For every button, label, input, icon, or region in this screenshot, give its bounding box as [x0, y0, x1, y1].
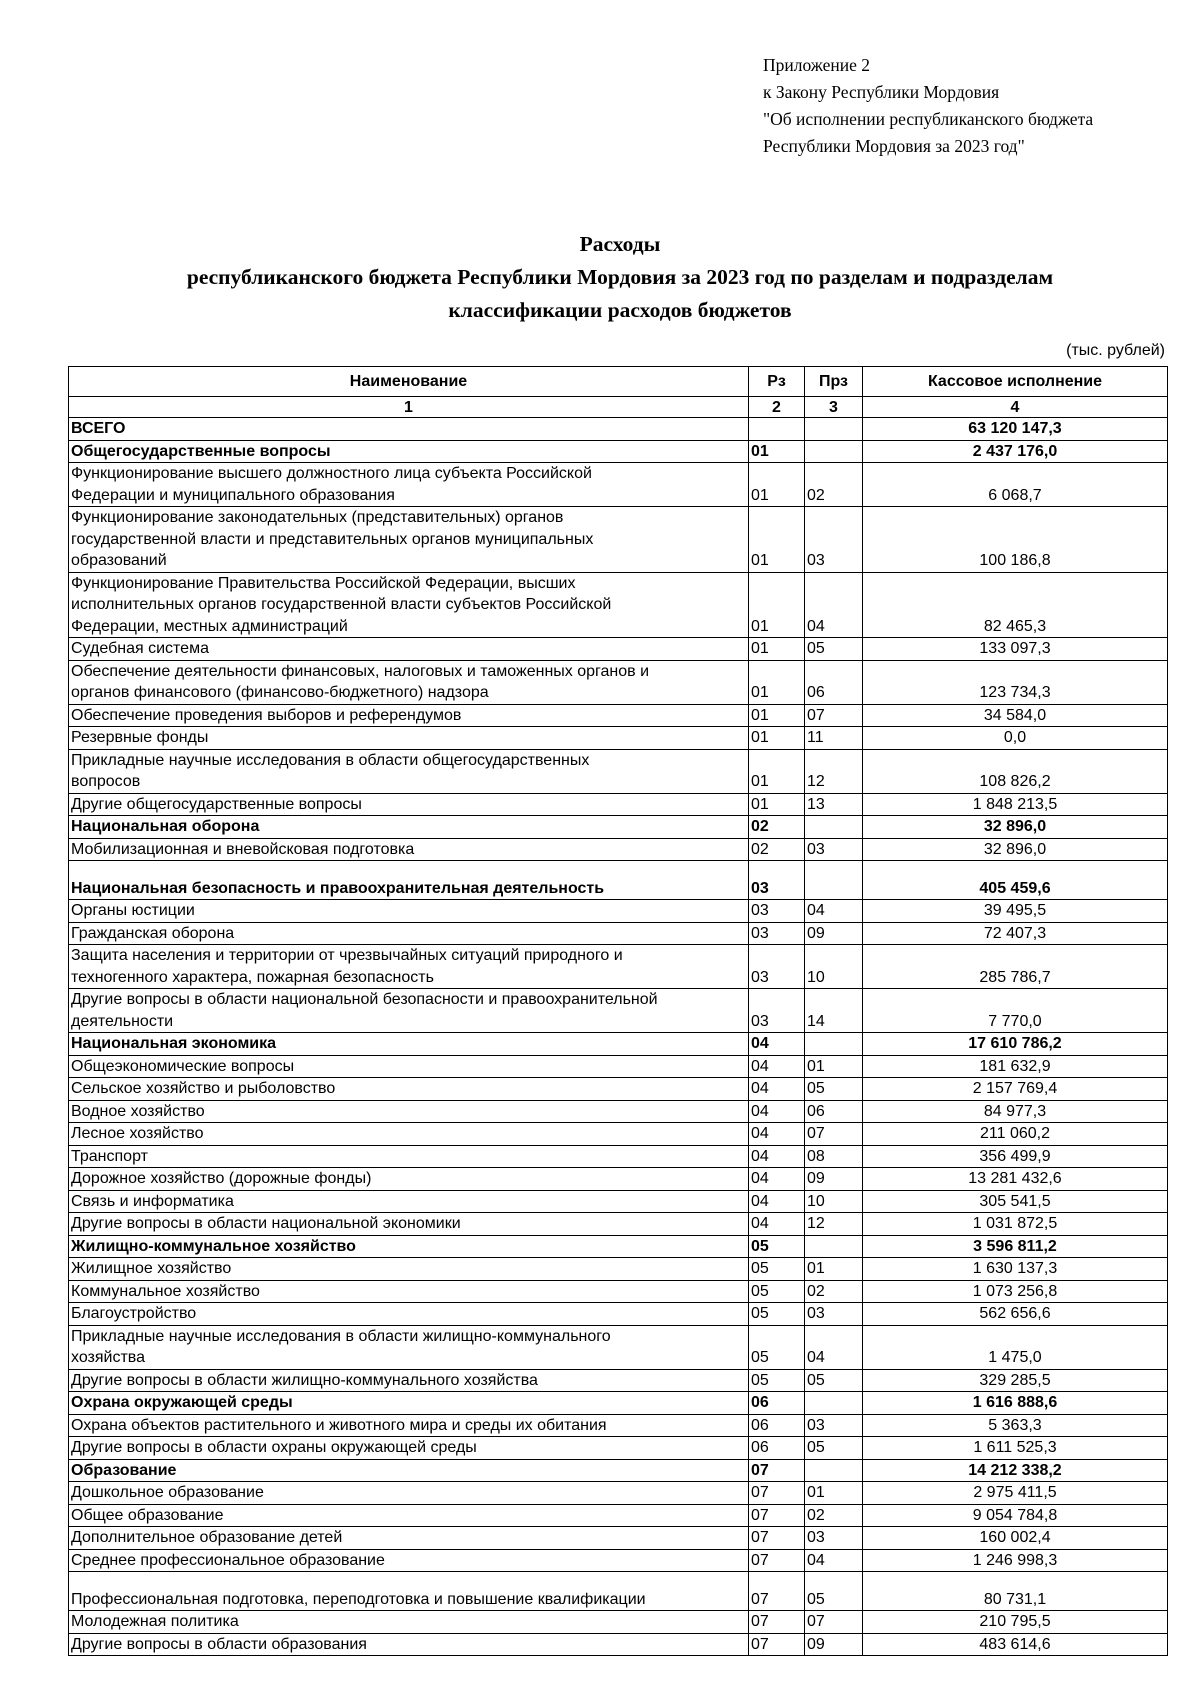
- row-prz: [805, 816, 863, 839]
- title-line: Расходы: [579, 232, 661, 256]
- row-name: [69, 1611, 749, 1634]
- appendix-line: к Закону Республики Мордовия: [763, 82, 1000, 102]
- row-name: [69, 1258, 749, 1281]
- row-value: 483 614,6: [863, 1633, 1168, 1656]
- table-row: [69, 1414, 1168, 1437]
- row-rz: 02: [749, 838, 805, 861]
- row-prz: 05: [805, 1572, 863, 1611]
- row-name-line: Обеспечение деятельности финансовых, налоговых и таможенных органов и: [71, 662, 650, 680]
- row-name-line: ВСЕГО: [71, 420, 126, 437]
- table-row: [69, 1572, 1168, 1611]
- row-name-line: Защита населения и территории от чрезвычайных ситуаций природного и: [71, 947, 623, 964]
- row-name: [69, 816, 749, 839]
- table-header-row: [69, 367, 1168, 397]
- row-name-line: Дошкольное образование: [71, 1484, 264, 1501]
- row-prz: 01: [805, 1055, 863, 1078]
- row-rz: 07: [749, 1482, 805, 1505]
- row-name: [69, 1572, 749, 1611]
- row-name-line: Благоустройство: [71, 1305, 197, 1322]
- row-name: [69, 1190, 749, 1213]
- table-row: [69, 572, 1168, 638]
- row-name-line: Гражданская оборона: [71, 924, 235, 942]
- table-row: [69, 1190, 1168, 1213]
- row-name-line: Среднее профессиональное образование: [71, 1551, 385, 1569]
- row-value: 34 584,0: [863, 704, 1168, 727]
- row-name-line: Другие вопросы в области национальной экономики: [71, 1215, 461, 1232]
- row-name: [69, 1168, 749, 1191]
- row-prz: 02: [805, 463, 863, 507]
- row-value: 1 031 872,5: [863, 1213, 1168, 1236]
- row-name-line: Охрана объектов растительного и животного мира и среды их обитания: [71, 1416, 607, 1434]
- row-rz: 07: [749, 1633, 805, 1656]
- row-rz: 03: [749, 945, 805, 989]
- row-prz: [805, 1459, 863, 1482]
- row-value: 32 896,0: [863, 838, 1168, 861]
- row-rz: 04: [749, 1145, 805, 1168]
- row-name-line: техногенного характера, пожарная безопасность: [71, 968, 434, 986]
- row-rz: 07: [749, 1572, 805, 1611]
- row-rz: 01: [749, 507, 805, 573]
- row-name-line: Жилищное хозяйство: [71, 1260, 232, 1277]
- row-name-line: Прикладные научные исследования в области жилищно-коммунального: [71, 1327, 611, 1345]
- header-name: Наименование: [69, 367, 749, 397]
- row-name-line: Коммунальное хозяйство: [71, 1282, 260, 1300]
- table-row: [69, 1168, 1168, 1191]
- appendix-line: Приложение 2: [763, 55, 871, 75]
- row-name-line: Национальная оборона: [71, 818, 260, 835]
- row-name-line: Резервные фонды: [71, 729, 209, 746]
- row-value: 1 616 888,6: [863, 1392, 1168, 1415]
- row-rz: 01: [749, 727, 805, 750]
- row-value: 72 407,3: [863, 922, 1168, 945]
- row-prz: [805, 1033, 863, 1056]
- row-rz: 01: [749, 660, 805, 704]
- table-row: [69, 1527, 1168, 1550]
- units-label: (тыс. рублей): [1066, 342, 1165, 359]
- table-row: [69, 1369, 1168, 1392]
- table-row: [69, 1611, 1168, 1634]
- row-value: 0,0: [863, 727, 1168, 750]
- row-prz: 01: [805, 1258, 863, 1281]
- table-row: [69, 704, 1168, 727]
- row-name: [69, 1123, 749, 1146]
- row-rz: 04: [749, 1100, 805, 1123]
- row-name-line: Обеспечение проведения выборов и референдумов: [71, 706, 462, 724]
- row-rz: 01: [749, 440, 805, 463]
- row-name-line: Другие вопросы в области охраны окружающей среды: [71, 1439, 477, 1456]
- row-value: 82 465,3: [863, 572, 1168, 638]
- header-rz: Рз: [749, 367, 805, 397]
- row-value: 6 068,7: [863, 463, 1168, 507]
- row-rz: 07: [749, 1459, 805, 1482]
- table-row: [69, 440, 1168, 463]
- row-name: [69, 572, 749, 638]
- row-prz: 03: [805, 838, 863, 861]
- expenditure-table: [68, 366, 1168, 1656]
- row-prz: 08: [805, 1145, 863, 1168]
- row-value: 2 975 411,5: [863, 1482, 1168, 1505]
- row-name: [69, 1100, 749, 1123]
- row-name-line: Федерации и муниципального образования: [71, 486, 395, 504]
- row-prz: 04: [805, 900, 863, 923]
- row-name-line: Общее образование: [71, 1506, 224, 1524]
- row-name-line: Образование: [71, 1461, 177, 1479]
- row-name-line: органов финансового (финансово-бюджетного) надзора: [71, 684, 489, 701]
- table-row: [69, 1325, 1168, 1369]
- row-name-line: Национальная экономика: [71, 1035, 277, 1052]
- row-value: 14 212 338,2: [863, 1459, 1168, 1482]
- table-row: [69, 418, 1168, 441]
- row-name: [69, 749, 749, 793]
- row-rz: 04: [749, 1123, 805, 1146]
- row-name: [69, 945, 749, 989]
- row-name-line: Сельское хозяйство и рыболовство: [71, 1080, 336, 1097]
- row-name-line: Другие вопросы в области жилищно-коммунального хозяйства: [71, 1371, 538, 1389]
- row-value: 356 499,9: [863, 1145, 1168, 1168]
- row-name: [69, 793, 749, 816]
- row-prz: 02: [805, 1504, 863, 1527]
- row-name-line: Органы юстиции: [71, 902, 195, 919]
- row-name: [69, 1145, 749, 1168]
- row-value: 211 060,2: [863, 1123, 1168, 1146]
- row-name: [69, 1504, 749, 1527]
- row-value: 160 002,4: [863, 1527, 1168, 1550]
- row-prz: 03: [805, 1414, 863, 1437]
- row-value: 123 734,3: [863, 660, 1168, 704]
- row-rz: 04: [749, 1055, 805, 1078]
- row-name: [69, 1549, 749, 1572]
- row-value: 2 157 769,4: [863, 1078, 1168, 1101]
- row-name: [69, 1213, 749, 1236]
- row-name: [69, 1055, 749, 1078]
- row-name-line: Другие вопросы в области образования: [71, 1635, 367, 1653]
- header-prz: Прз: [805, 367, 863, 397]
- row-rz: [749, 418, 805, 441]
- row-rz: 05: [749, 1369, 805, 1392]
- table-row: [69, 638, 1168, 661]
- title-line: республиканского бюджета Республики Мордовия за 2023 год по разделам и подразделам: [186, 265, 1054, 289]
- table-row: [69, 838, 1168, 861]
- row-name-line: Национальная безопасность и правоохранительная деятельность: [71, 879, 605, 897]
- row-name: [69, 1235, 749, 1258]
- row-name-line: Функционирование законодательных (представительных) органов: [71, 509, 564, 526]
- table-row: [69, 1033, 1168, 1056]
- row-name-line: деятельности: [71, 1012, 174, 1030]
- row-value: 305 541,5: [863, 1190, 1168, 1213]
- row-rz: 03: [749, 989, 805, 1033]
- row-name-line: Другие общегосударственные вопросы: [71, 795, 362, 813]
- row-name-line: Мобилизационная и вневойсковая подготовка: [71, 840, 415, 858]
- row-name: [69, 1482, 749, 1505]
- row-rz: 07: [749, 1504, 805, 1527]
- row-prz: 05: [805, 638, 863, 661]
- row-rz: 06: [749, 1437, 805, 1460]
- column-number: 3: [805, 397, 863, 418]
- row-prz: 09: [805, 1168, 863, 1191]
- row-rz: 05: [749, 1235, 805, 1258]
- table-row: [69, 1100, 1168, 1123]
- row-rz: 03: [749, 922, 805, 945]
- table-body: [69, 418, 1168, 1656]
- table-row: [69, 1055, 1168, 1078]
- row-name: [69, 1459, 749, 1482]
- row-value: 3 596 811,2: [863, 1235, 1168, 1258]
- table-row: [69, 1633, 1168, 1656]
- row-rz: 01: [749, 704, 805, 727]
- row-prz: 07: [805, 1611, 863, 1634]
- row-name: [69, 1078, 749, 1101]
- row-prz: 04: [805, 1549, 863, 1572]
- row-prz: [805, 1392, 863, 1415]
- row-name: [69, 1527, 749, 1550]
- table-row: [69, 1078, 1168, 1101]
- row-value: 329 285,5: [863, 1369, 1168, 1392]
- table-row: [69, 1280, 1168, 1303]
- row-rz: 07: [749, 1549, 805, 1572]
- row-name-line: Дорожное хозяйство (дорожные фонды): [71, 1170, 372, 1187]
- row-rz: 04: [749, 1078, 805, 1101]
- row-value: 1 630 137,3: [863, 1258, 1168, 1281]
- appendix-line: "Об исполнении республиканского бюджета: [763, 109, 1094, 129]
- document-title: [0, 228, 1200, 327]
- row-name-line: Водное хозяйство: [71, 1102, 205, 1120]
- row-rz: 04: [749, 1033, 805, 1056]
- row-name-line: хозяйства: [71, 1349, 146, 1366]
- row-prz: 09: [805, 1633, 863, 1656]
- table-row: [69, 793, 1168, 816]
- row-name: [69, 660, 749, 704]
- row-value: 7 770,0: [863, 989, 1168, 1033]
- row-name: [69, 638, 749, 661]
- row-rz: 06: [749, 1414, 805, 1437]
- table-row: [69, 727, 1168, 750]
- row-rz: 04: [749, 1213, 805, 1236]
- row-prz: 11: [805, 727, 863, 750]
- table-row: [69, 1213, 1168, 1236]
- row-value: 1 848 213,5: [863, 793, 1168, 816]
- row-prz: 09: [805, 922, 863, 945]
- row-value: 562 656,6: [863, 1303, 1168, 1326]
- row-prz: 03: [805, 1303, 863, 1326]
- row-name-line: Функционирование Правительства Российской Федерации, высших: [71, 574, 576, 592]
- row-rz: 07: [749, 1611, 805, 1634]
- row-value: 1 246 998,3: [863, 1549, 1168, 1572]
- table-row: [69, 1549, 1168, 1572]
- row-prz: 10: [805, 945, 863, 989]
- row-name: [69, 1303, 749, 1326]
- row-name-line: Федерации, местных администраций: [71, 617, 348, 635]
- row-value: 210 795,5: [863, 1611, 1168, 1634]
- row-name: [69, 507, 749, 573]
- row-name-line: исполнительных органов государственной власти субъектов Российской: [71, 596, 612, 613]
- row-prz: [805, 1235, 863, 1258]
- row-name-line: Транспорт: [71, 1147, 148, 1165]
- row-name: [69, 922, 749, 945]
- row-name-line: Судебная система: [71, 640, 209, 657]
- row-prz: 07: [805, 1123, 863, 1146]
- row-rz: 02: [749, 816, 805, 839]
- row-name: [69, 727, 749, 750]
- table-row: [69, 1459, 1168, 1482]
- row-rz: 03: [749, 861, 805, 900]
- column-number-row: [69, 397, 1168, 418]
- row-rz: 04: [749, 1190, 805, 1213]
- table-row: [69, 900, 1168, 923]
- table-row: [69, 1145, 1168, 1168]
- row-name: [69, 861, 749, 900]
- row-prz: 12: [805, 749, 863, 793]
- row-name: [69, 463, 749, 507]
- row-name-line: Охрана окружающей среды: [71, 1394, 293, 1411]
- column-number: 1: [69, 397, 749, 418]
- row-value: 2 437 176,0: [863, 440, 1168, 463]
- row-prz: 05: [805, 1078, 863, 1101]
- row-name: [69, 418, 749, 441]
- row-rz: 01: [749, 572, 805, 638]
- table-row: [69, 945, 1168, 989]
- row-name: [69, 1033, 749, 1056]
- row-name: [69, 1369, 749, 1392]
- row-name-line: Жилищно-коммунальное хозяйство: [71, 1237, 356, 1255]
- row-prz: 02: [805, 1280, 863, 1303]
- row-value: 84 977,3: [863, 1100, 1168, 1123]
- row-rz: 05: [749, 1258, 805, 1281]
- row-name-line: образований: [71, 552, 167, 569]
- row-name: [69, 1325, 749, 1369]
- row-prz: 07: [805, 704, 863, 727]
- row-name-line: вопросов: [71, 773, 141, 790]
- row-rz: 07: [749, 1527, 805, 1550]
- row-rz: 01: [749, 638, 805, 661]
- row-name: [69, 1437, 749, 1460]
- row-prz: 13: [805, 793, 863, 816]
- row-value: 5 363,3: [863, 1414, 1168, 1437]
- row-value: 9 054 784,8: [863, 1504, 1168, 1527]
- row-prz: 01: [805, 1482, 863, 1505]
- row-rz: 01: [749, 463, 805, 507]
- row-value: 1 073 256,8: [863, 1280, 1168, 1303]
- appendix-line: Республики Мордовия за 2023 год": [763, 136, 1025, 156]
- row-value: 108 826,2: [863, 749, 1168, 793]
- row-prz: 06: [805, 660, 863, 704]
- table-row: [69, 1303, 1168, 1326]
- row-name-line: Молодежная политика: [71, 1613, 239, 1630]
- table-row: [69, 1392, 1168, 1415]
- row-name: [69, 704, 749, 727]
- row-name: [69, 900, 749, 923]
- row-name-line: Функционирование высшего должностного лица субъекта Российской: [71, 465, 592, 482]
- row-value: 63 120 147,3: [863, 418, 1168, 441]
- row-rz: 05: [749, 1325, 805, 1369]
- table-row: [69, 989, 1168, 1033]
- row-value: 100 186,8: [863, 507, 1168, 573]
- row-name: [69, 1392, 749, 1415]
- row-rz: 01: [749, 749, 805, 793]
- table-row: [69, 507, 1168, 573]
- table-row: [69, 922, 1168, 945]
- table-row: [69, 660, 1168, 704]
- title-line: классификации расходов бюджетов: [448, 298, 792, 322]
- row-prz: [805, 861, 863, 900]
- header-execution: Кассовое исполнение: [863, 367, 1168, 397]
- row-prz: 06: [805, 1100, 863, 1123]
- row-rz: 03: [749, 900, 805, 923]
- row-name-line: Общегосударственные вопросы: [71, 442, 331, 460]
- appendix-note: [763, 52, 1093, 160]
- row-name: [69, 1414, 749, 1437]
- row-value: 1 475,0: [863, 1325, 1168, 1369]
- column-number: 4: [863, 397, 1168, 418]
- row-name-line: Дополнительное образование детей: [71, 1529, 343, 1546]
- row-prz: 04: [805, 572, 863, 638]
- column-number: 2: [749, 397, 805, 418]
- table-row: [69, 1437, 1168, 1460]
- table-row: [69, 1123, 1168, 1146]
- row-prz: [805, 440, 863, 463]
- row-rz: 01: [749, 793, 805, 816]
- row-value: 285 786,7: [863, 945, 1168, 989]
- row-value: 1 611 525,3: [863, 1437, 1168, 1460]
- row-value: 405 459,6: [863, 861, 1168, 900]
- row-value: 80 731,1: [863, 1572, 1168, 1611]
- row-prz: [805, 418, 863, 441]
- row-value: 181 632,9: [863, 1055, 1168, 1078]
- row-prz: 05: [805, 1437, 863, 1460]
- table-row: [69, 816, 1168, 839]
- row-name-line: государственной власти и представительных органов муниципальных: [71, 530, 594, 548]
- row-prz: 03: [805, 1527, 863, 1550]
- row-name-line: Другие вопросы в области национальной безопасности и правоохранительной: [71, 991, 658, 1008]
- row-prz: 12: [805, 1213, 863, 1236]
- table-row: [69, 1482, 1168, 1505]
- row-value: 133 097,3: [863, 638, 1168, 661]
- row-name: [69, 838, 749, 861]
- row-name: [69, 440, 749, 463]
- row-name: [69, 989, 749, 1033]
- table-row: [69, 1504, 1168, 1527]
- row-value: 13 281 432,6: [863, 1168, 1168, 1191]
- table-row: [69, 1235, 1168, 1258]
- row-prz: 10: [805, 1190, 863, 1213]
- row-name-line: Прикладные научные исследования в области общегосударственных: [71, 751, 590, 769]
- row-name-line: Общеэкономические вопросы: [71, 1057, 295, 1075]
- row-name: [69, 1633, 749, 1656]
- row-name-line: Профессиональная подготовка, переподготовка и повышение квалификации: [71, 1590, 646, 1608]
- row-rz: 05: [749, 1280, 805, 1303]
- row-prz: 14: [805, 989, 863, 1033]
- row-name-line: Лесное хозяйство: [71, 1125, 204, 1142]
- row-value: 17 610 786,2: [863, 1033, 1168, 1056]
- row-prz: 05: [805, 1369, 863, 1392]
- row-prz: 03: [805, 507, 863, 573]
- row-prz: 04: [805, 1325, 863, 1369]
- table-row: [69, 463, 1168, 507]
- table-row: [69, 861, 1168, 900]
- table-row: [69, 749, 1168, 793]
- row-rz: 06: [749, 1392, 805, 1415]
- row-value: 32 896,0: [863, 816, 1168, 839]
- row-name-line: Связь и информатика: [71, 1192, 234, 1210]
- table-row: [69, 1258, 1168, 1281]
- row-rz: 05: [749, 1303, 805, 1326]
- row-value: 39 495,5: [863, 900, 1168, 923]
- row-rz: 04: [749, 1168, 805, 1191]
- row-name: [69, 1280, 749, 1303]
